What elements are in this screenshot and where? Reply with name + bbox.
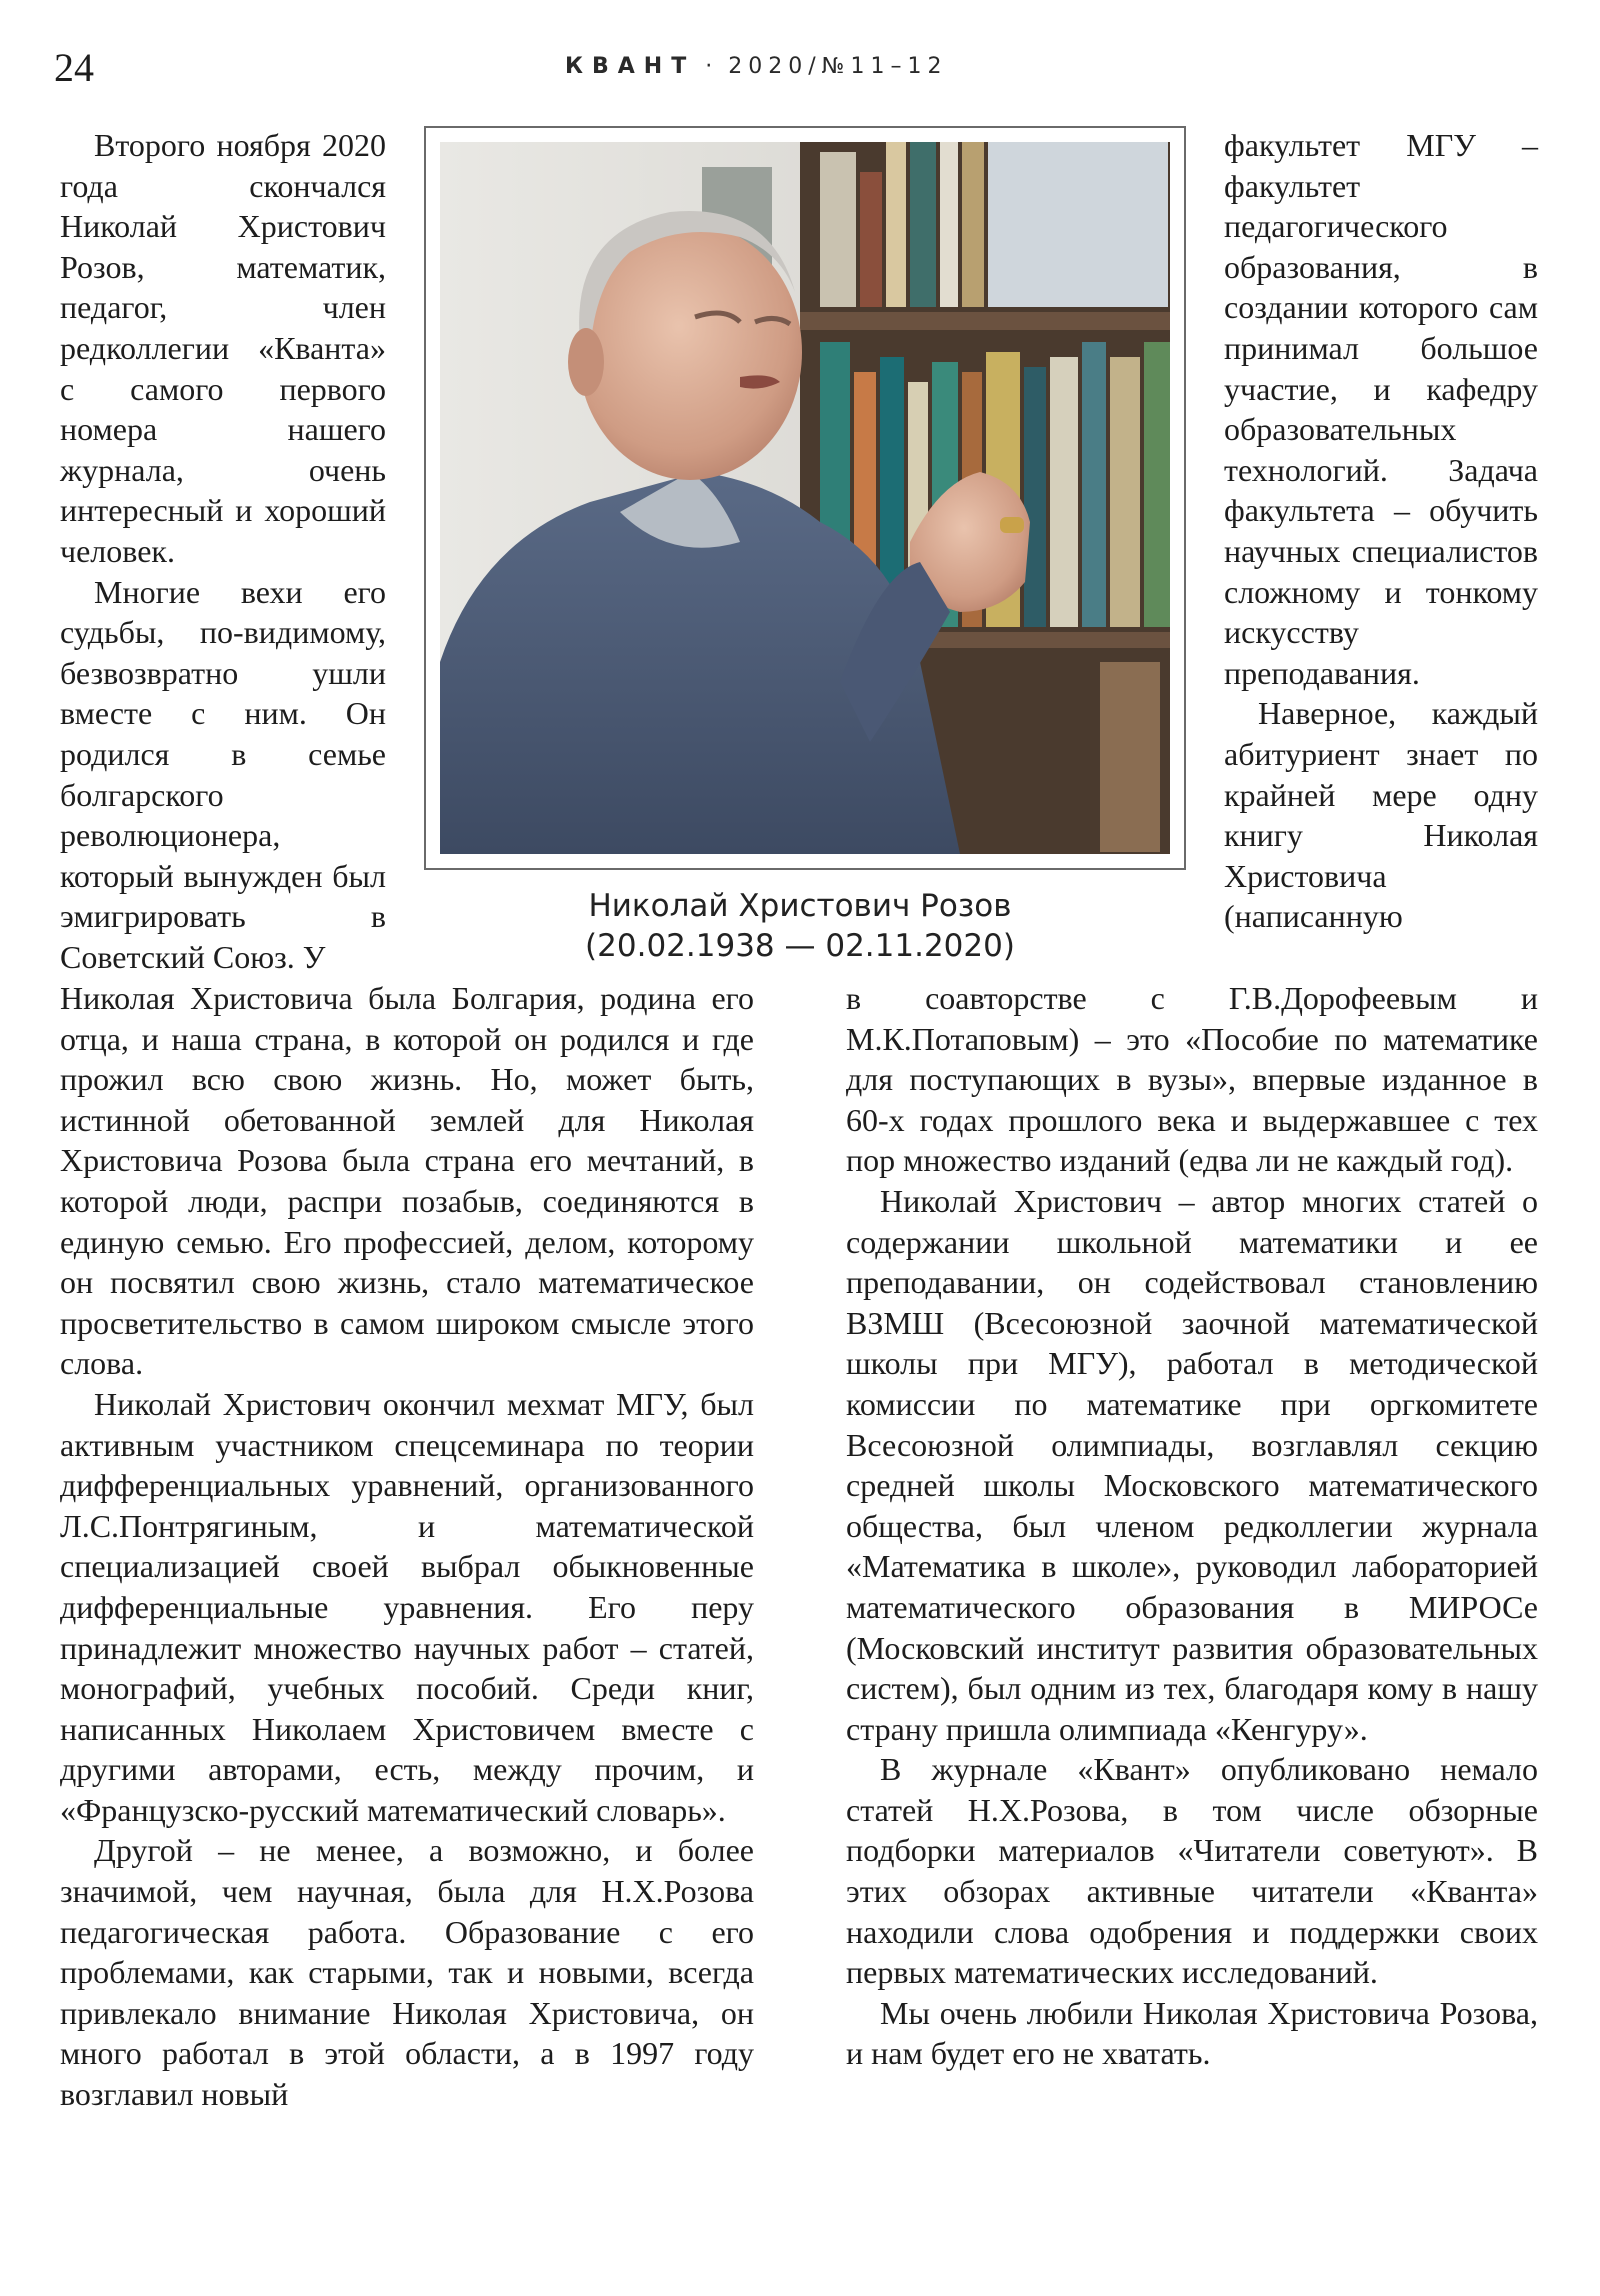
paragraph-6: Николай Христович – автор многих статей о содержании школьной математики и ее преподавании, он содействовал становлению ВЗМШ (Всесоюзной заочной математической школы при МГУ), работал в методической комиссии по математике при оргкомитете Всесоюзной олимпиады, возглавлял секцию средней школы Московского математического общества, был членом редколлегии журнала «Математика в школе», руководил лабораторией математического образования в МИРОСе (Московский институт развития образовательных систем), был одним из тех, благодаря кому в нашу страну пришла олимпиада «Кенгуру». bbox=[846, 1182, 1538, 1747]
paragraph-2-continued: Николая Христовича была Болгария, родина его отца, и наша страна, в которой он родился и где прожил всю свою жизнь. Но, может быть, истинной обетованной землей для Николая Христовича Розова была страна его мечтаний, в которой люди, распри позабыв, соединяются в единую семью. Его профессией, делом, которому он посвятил свою жизнь, стало математическое просветительство в самом широком смысле этого слова. bbox=[60, 980, 754, 1382]
issue-number: 2020/№11–12 bbox=[728, 54, 948, 79]
portrait-photo bbox=[424, 126, 1186, 870]
paragraph-4-continued: факультет МГУ – факультет педагогического образования, в создании которого сам принимал большое участие, и кафедру образовательных технологий. Задача факультета – обучить научных специалистов сложному и тонкому искусству преподавания. bbox=[1224, 127, 1538, 691]
paragraph-4: Другой – не менее, а возможно, и более значимой, чем научная, была для Н.Х.Розова педагогическая работа. Образование с его проблемами, как старыми, так и новыми, всегда привлекало внимание Николая Христовича, он много работал в этой области, а в 1997 году возглавил новый bbox=[60, 1832, 754, 2113]
photo-caption bbox=[480, 886, 1120, 966]
paragraph-3: Николай Христович окончил мехмат МГУ, был активным участником спецсеминара по теории дифференциальных уравнений, организованного Л.С.Понтрягиным, и математической специализацией своей выбрал обыкновенные дифференциальные уравнения. Его перу принадлежит множество научных работ – статей, монографий, учебных пособий. Среди книг, написанных Николаем Христовичем вместе с другими авторами, есть, между прочим, и «Французско-русский математический словарь». bbox=[60, 1385, 754, 1828]
paragraph-7: В журнале «Квант» опубликовано немало статей Н.Х.Розова, в том числе обзорные подборки материалов «Читатели советуют». В этих обзорах активные читатели «Кванта» находили слова одобрения и поддержки своих первых математических исследований. bbox=[846, 1751, 1538, 1991]
magazine-title: КВАНТ bbox=[565, 54, 696, 79]
caption-name: Николай Христович Розов bbox=[588, 888, 1012, 924]
running-head bbox=[565, 54, 947, 79]
page-number: 24 bbox=[54, 45, 94, 90]
column-right-lower bbox=[846, 978, 1538, 2074]
paragraph-8: Мы очень любили Николая Христовича Розова, и нам будет его не хватать. bbox=[846, 1994, 1538, 2072]
paragraph-1: Второго ноября 2020 года скончался Николай Христович Розов, математик, педагог, член редколлегии «Кванта» с самого первого номера нашего журнала, очень интересный и хороший человек. bbox=[60, 127, 386, 569]
paragraph-2-start: Многие вехи его судьбы, по-видимому, безвозвратно ушли вместе с ним. Он родился в семье болгарского революционера, который вынужден был эмигрировать в Советский Союз. У bbox=[60, 573, 386, 975]
column-right-upper bbox=[1224, 125, 1538, 937]
portrait-illustration bbox=[440, 142, 1170, 854]
caption-dates: (20.02.1938 — 02.11.2020) bbox=[585, 928, 1015, 964]
paragraph-5-continued: в соавторстве с Г.В.Дорофеевым и М.К.Потаповым) – это «Пособие по математике для поступающих в вузы», впервые изданное в 60-х годах прошлого века и выдержавшее с тех пор множество изданий (едва ли не каждый год). bbox=[846, 980, 1538, 1179]
column-left-upper bbox=[60, 125, 386, 977]
header-separator: · bbox=[705, 54, 719, 79]
column-left-lower bbox=[60, 978, 754, 2115]
paragraph-5-start: Наверное, каждый абитуриент знает по крайней мере одну книгу Николая Христовича (написанную bbox=[1224, 695, 1538, 935]
